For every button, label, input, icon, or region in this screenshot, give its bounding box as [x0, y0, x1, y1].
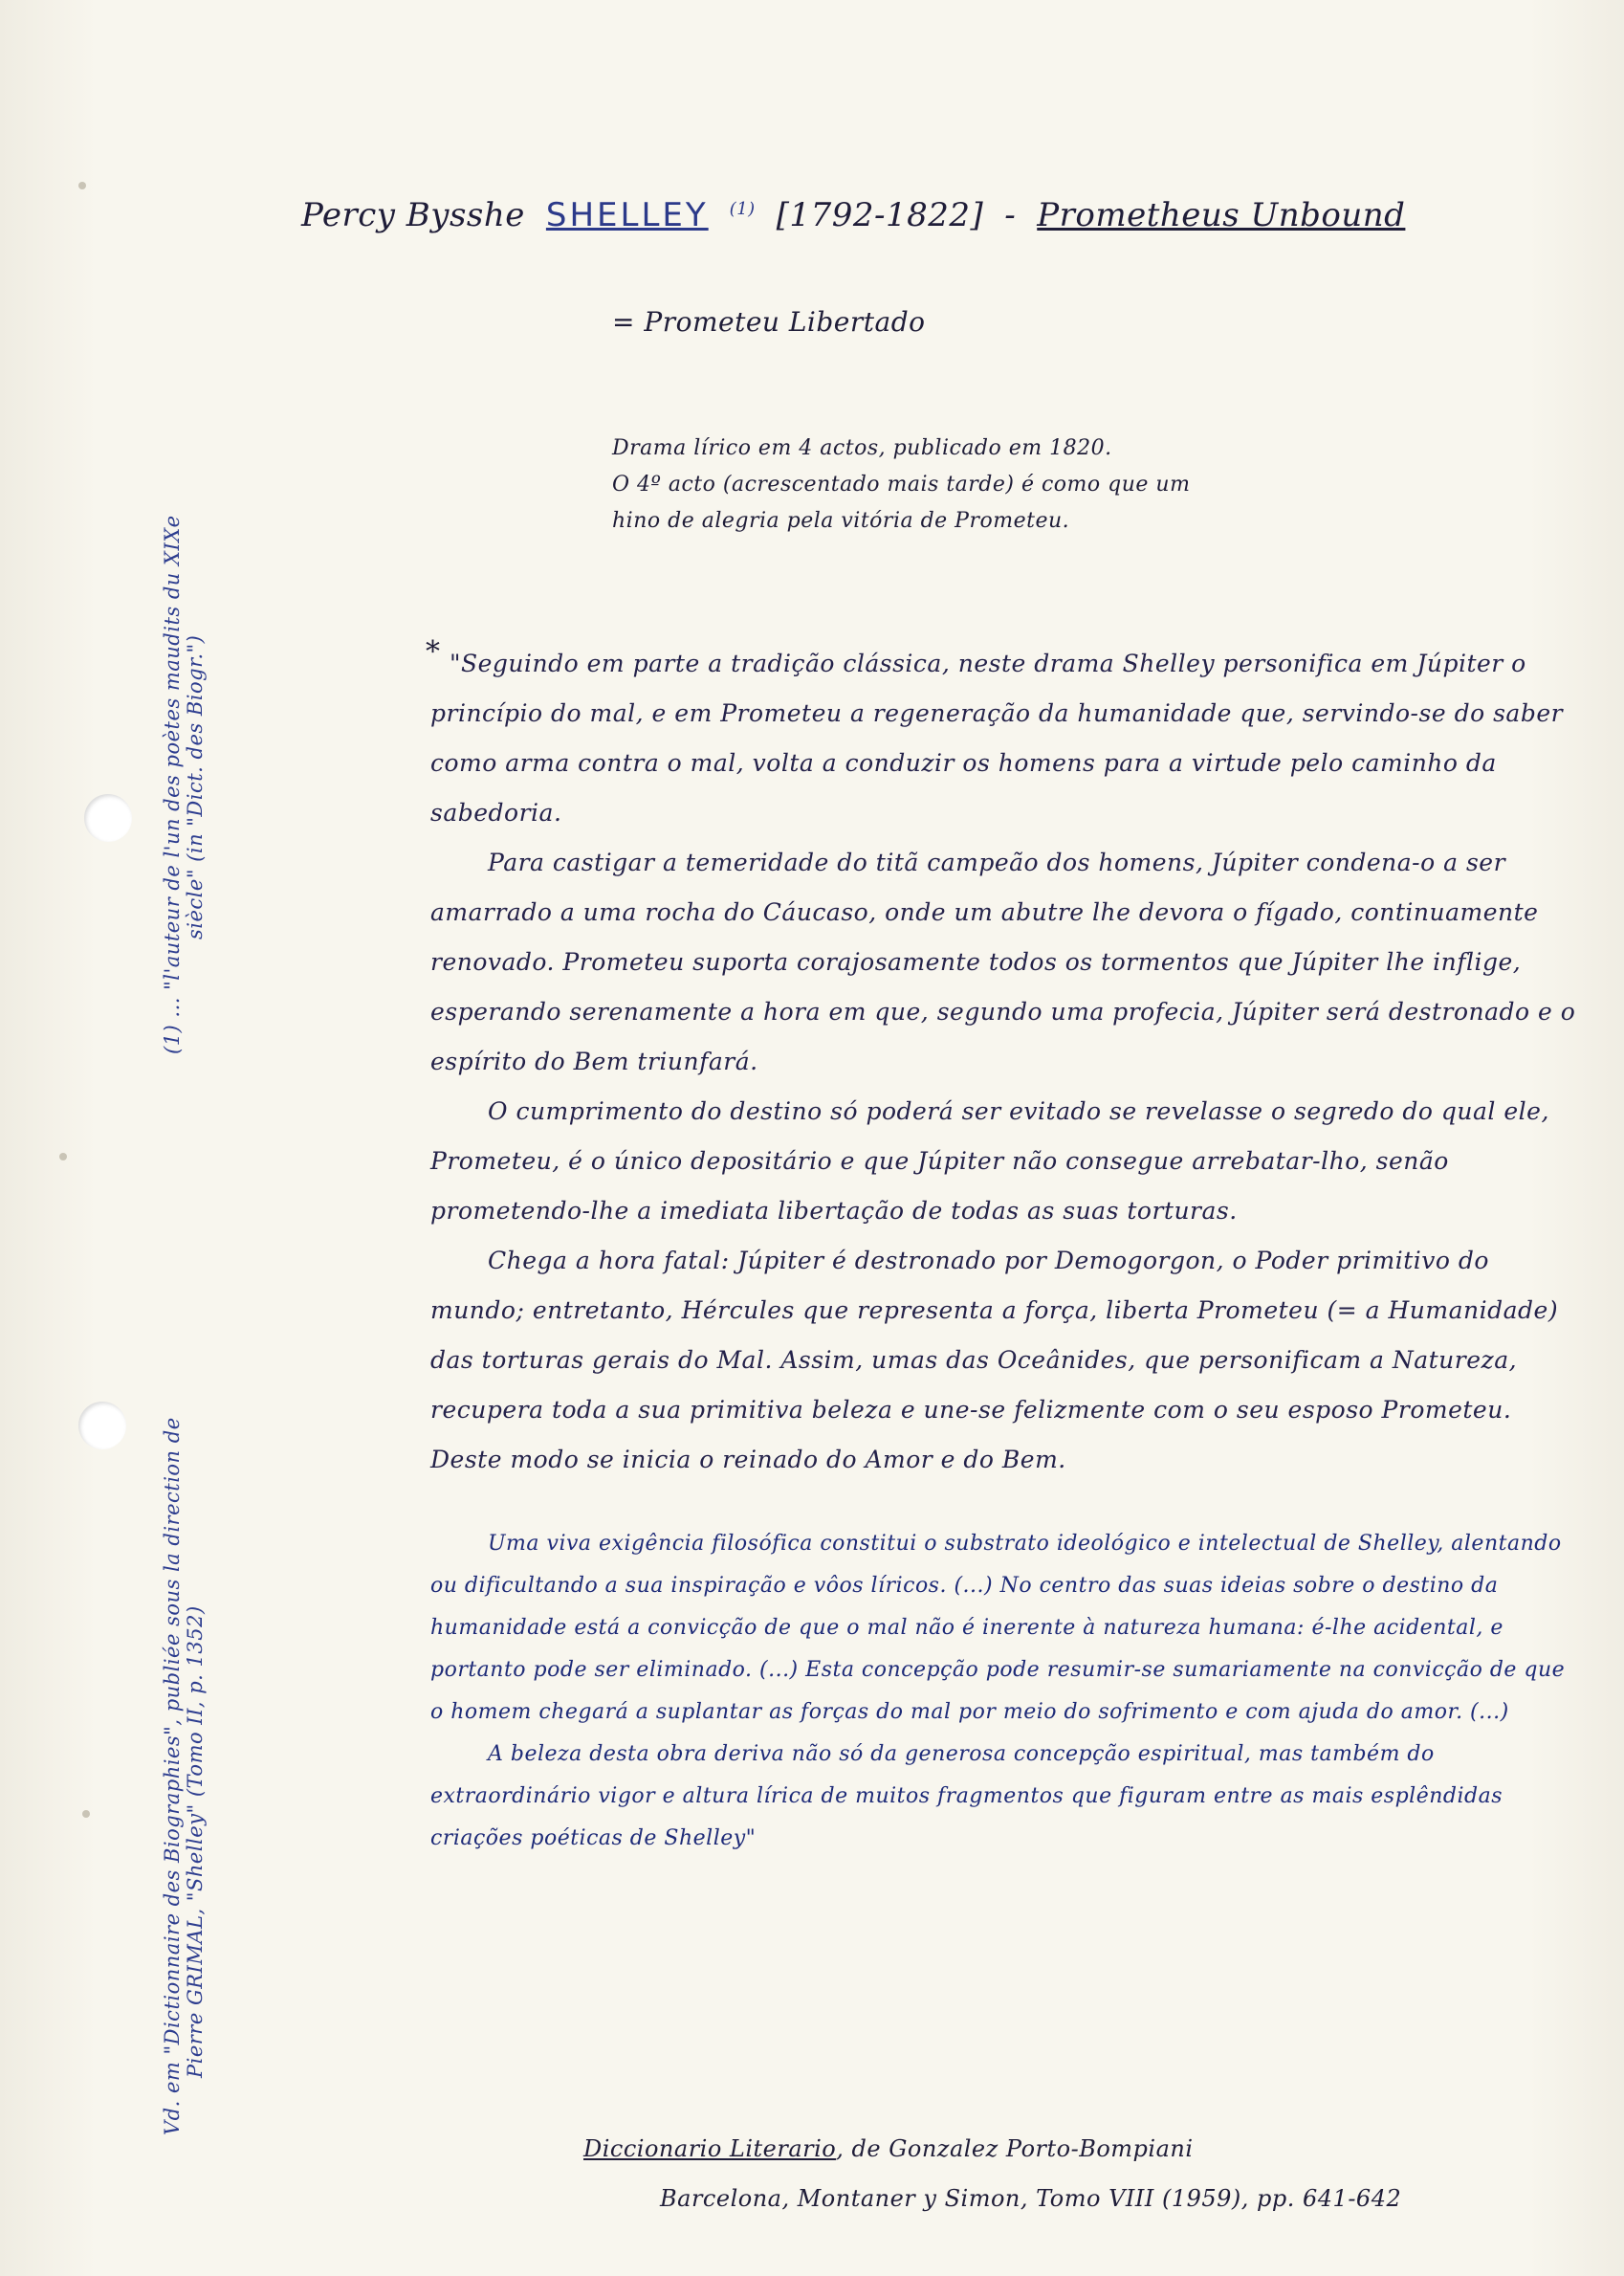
margin-dot [78, 182, 86, 189]
paragraph: Para castigar a temeridade do titã campeão dos homens, Júpiter condena-o a ser amarrado a uma rocha do Cáucaso, onde um abutre lhe devora o fígado, continuamente renovado. Prometeu suporta corajosamente todos os tormentos que Júpiter lhe inflige, esperando serenamente a hora em que, segundo uma profecia, Júpiter será destronado e o espírito do Bem triunfará. [430, 849, 1576, 1075]
margin-note-line: siècle" (in "Dict. des Biogr.") [184, 634, 207, 939]
paragraph: O cumprimento do destino só poderá ser evitado se revelasse o segredo do qual ele, Prometeu, é o único depositário e que Júpiter não consegue arrebatar-lho, senão prometendo-lhe a imediata libertação de todas as suas torturas. [430, 1097, 1549, 1225]
work-title: Prometheus Unbound [1037, 196, 1406, 234]
margin-dot [82, 1810, 90, 1818]
document-title [301, 196, 1449, 234]
author-first-name: Percy Bysshe [301, 196, 525, 234]
description-line: Drama lírico em 4 actos, publicado em 1820. [612, 436, 1112, 460]
author-dates: [1792-1822] [776, 196, 984, 234]
punch-hole-bottom [78, 1402, 126, 1449]
margin-note-line: Vd. em "Dictionnaire des Biographies", publiée sous la direction de [161, 1417, 184, 2135]
work-description [612, 431, 1282, 540]
translated-title: = Prometeu Libertado [612, 306, 926, 338]
footnote-mark: (1) [729, 198, 756, 219]
source-publication: Barcelona, Montaner y Simon, Tomo VIII (1959), pp. 641-642 [660, 2185, 1402, 2212]
quoted-text [430, 639, 1578, 1860]
source-book: Diccionario Literario [583, 2135, 837, 2162]
source-citation [583, 2135, 1194, 2162]
margin-note-line: Pierre GRIMAL, "Shelley" (Tomo II, p. 1352) [184, 1605, 207, 2078]
margin-note-reference [161, 1417, 207, 2135]
quote-paragraph: A beleza desta obra deriva não só da generosa concepção espiritual, mas também do extraordinário vigor e altura lírica de muitos fragmentos que figuram entre as mais esplêndidas criações poéticas de Shelley" [430, 1742, 1503, 1850]
margin-note-footnote [161, 515, 207, 1054]
quote-paragraph: Uma viva exigência filosófica constitui o substrato ideológico e intelectual de Shelley, alentando ou dificultando a sua inspiração e vôos líricos. (...) No centro das suas ideias sobre o destino da humanidade está a convicção de que o mal não é inerente à natureza humana: é-lhe acidental, e portanto pode ser eliminado. (...) Esta concepção pode resumir-se sumariamente na convicção de que o homem chegará a suplantar as forças do mal por meio do sofrimento e com ajuda do amor. (...) [430, 1532, 1566, 1724]
margin-note-line: (1) ... "l'auteur de l'un des poètes maudits du XIXe [161, 515, 184, 1054]
description-line: O 4º acto (acrescentado mais tarde) é como que um [612, 473, 1191, 497]
paragraph: "Seguindo em parte a tradição clássica, neste drama Shelley personifica em Júpiter o princípio do mal, e em Prometeu a regeneração da humanidade que, servindo-se do saber como arma contra o mal, volta a conduzir os homens para a virtude pelo caminho da sabedoria. [430, 650, 1564, 827]
description-line: hino de alegria pela vitória de Prometeu. [612, 509, 1070, 533]
paragraph: Chega a hora fatal: Júpiter é destronado por Demogorgon, o Poder primitivo do mundo; entretanto, Hércules que representa a força, liberta Prometeu (= a Humanidade) das torturas gerais do Mal. Assim, umas das Oceânides, que personificam a Natureza, recupera toda a sua primitiva beleza e une-se felizmente com o seu esposo Prometeu. Deste modo se inicia o reinado do Amor e do Bem. [430, 1247, 1559, 1473]
asterisk-mark: * [426, 635, 440, 669]
author-last-name: SHELLEY [545, 196, 709, 234]
punch-hole-top [84, 794, 132, 842]
second-quote [430, 1523, 1578, 1860]
title-dash: - [1004, 196, 1017, 234]
margin-dot [59, 1153, 67, 1160]
source-editor: , de Gonzalez Porto-Bompiani [836, 2135, 1194, 2162]
